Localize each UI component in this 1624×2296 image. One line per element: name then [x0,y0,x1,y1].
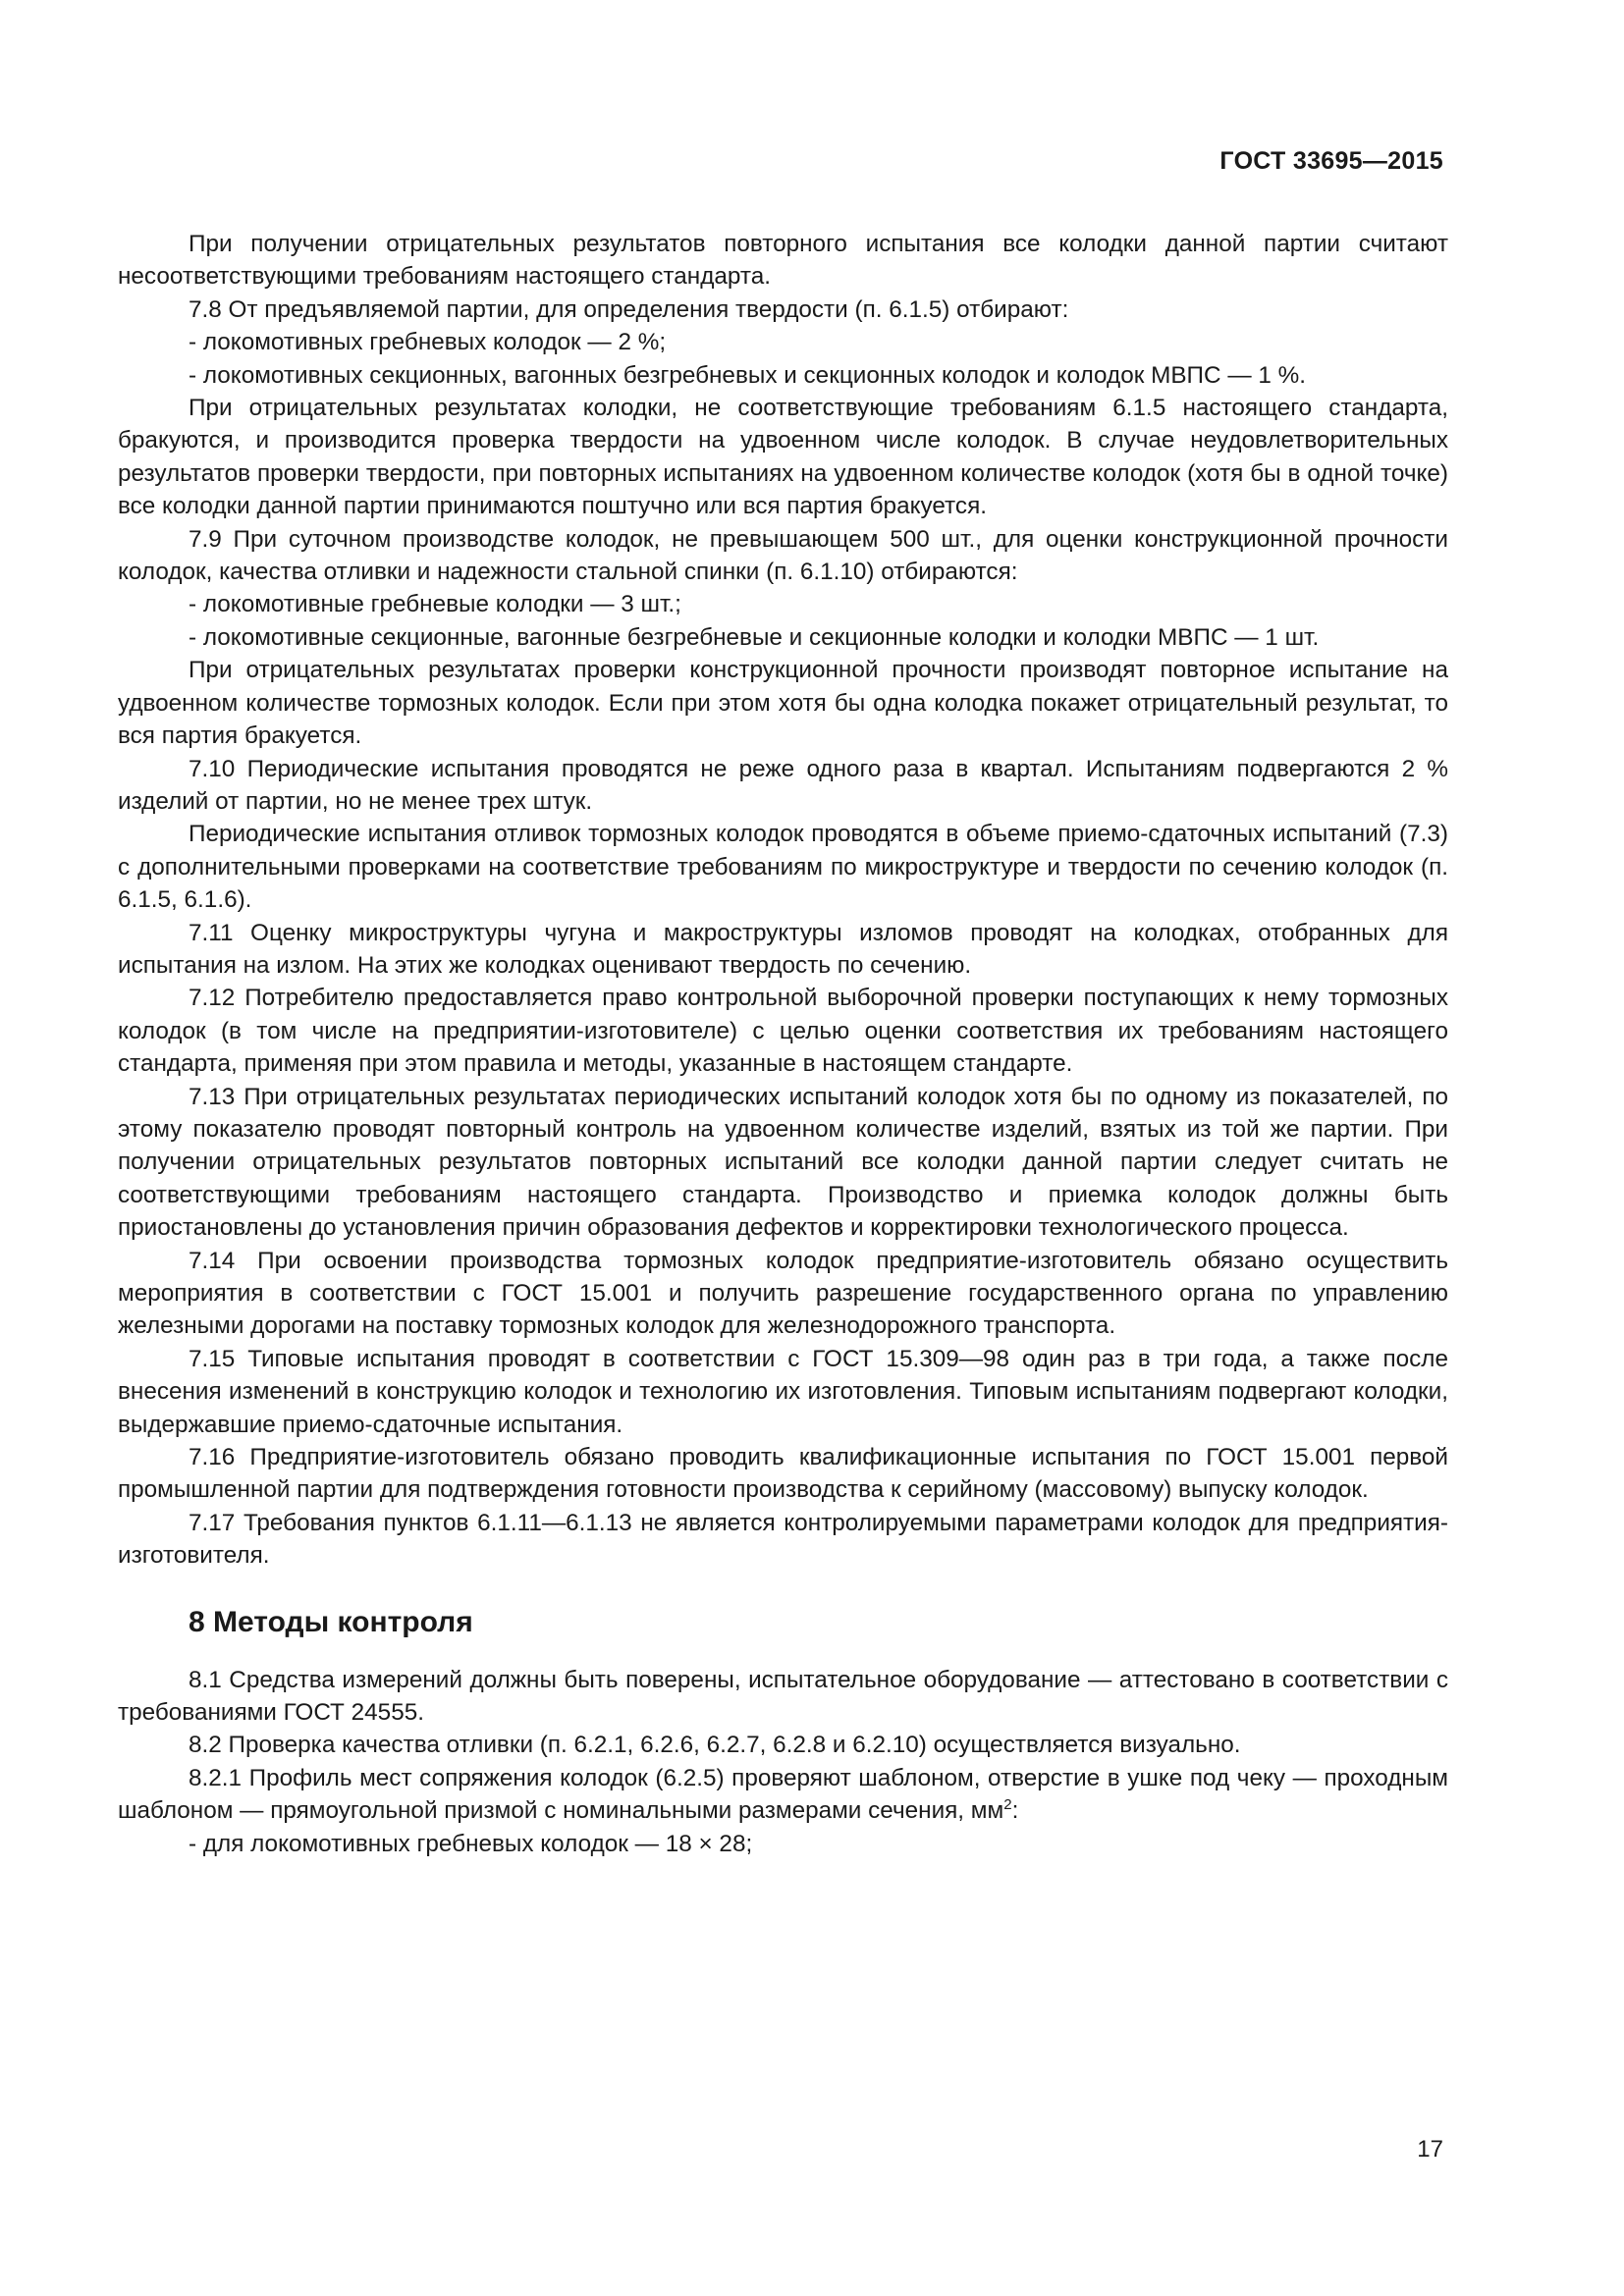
paragraph: 7.16 Предприятие-изготовитель обязано проводить квалификационные испытания по ГОСТ 15.001 первой промышленной партии для подтверждения готовности производства к серийному (массовому) выпуску колодок. [118,1444,1448,1504]
page-content [118,228,1448,1860]
section-heading: 8 Методы контроля [189,1605,473,1638]
paragraph: 8.1 Средства измерений должны быть поверены, испытательное оборудование — аттестовано в соответствии с требованиями ГОСТ 24555. [118,1666,1448,1727]
paragraph: 7.17 Требования пунктов 6.1.11—6.1.13 не является контролируемыми параметрами колодок для предприятия-изготовителя. [118,1509,1448,1570]
paragraph: Периодические испытания отливок тормозных колодок проводятся в объеме приемо-сдаточных испытаний (7.3) с дополнительными проверками на соответствие требованиям по микроструктуре и твердости по сечению колодок (п. 6.1.5, 6.1.6). [118,821,1448,914]
paragraph: При получении отрицательных результатов повторного испытания все колодки данной партии считают несоответствующими требованиям настоящего стандарта. [118,231,1448,291]
paragraph: 7.15 Типовые испытания проводят в соответствии с ГОСТ 15.309—98 один раз в три года, а также после внесения изменений в конструкцию колодок и технологию их изготовления. Типовым испытаниям подвергают колодки, выдержавшие приемо-сдаточные испытания. [118,1345,1448,1438]
paragraph: 7.13 При отрицательных результатах периодических испытаний колодок хотя бы по одному из показателей, по этому показателю проводят повторный контроль на удвоенном количестве изделий, взятых из той же партии. При получении отрицательных результатов повторных испытаний все колодки данной партии следует считать не соответствующими требованиям настоящего стандарта. Производство и приемка колодок должны быть приостановлены до установления причин образования дефектов и корректировки технологического процесса. [118,1083,1448,1242]
superscript: 2 [1003,1796,1012,1814]
paragraph: 7.9 При суточном производстве колодок, не превышающем 500 шт., для оценки конструкционной прочности колодок, качества отливки и надежности стальной спинки (п. 6.1.10) отбираются: [118,525,1448,586]
paragraph: 7.8 От предъявляемой партии, для определения твердости (п. 6.1.5) отбирают: [189,295,1069,323]
list-item: - локомотивных гребневых колодок — 2 %; [189,329,667,356]
paragraph [118,1762,1448,1828]
list-item: - локомотивных секционных, вагонных безгребневых и секционных колодок и колодок МВПС — 1 %. [189,361,1306,389]
paragraph: При отрицательных результатах колодки, не соответствующие требованиям 6.1.5 настоящего стандарта, бракуются, и производится проверка твердости на удвоенном числе колодок. В случае неудовлетворительных результатов проверки твердости, при повторных испытаниях на удвоенном количестве колодок (хотя бы в одной точке) все колодки данной партии принимаются поштучно или вся партия бракуется. [118,395,1448,520]
document-header: ГОСТ 33695—2015 [1219,147,1443,175]
list-item: - локомотивные гребневые колодки — 3 шт.; [189,591,681,618]
paragraph-end: : [1011,1797,1019,1825]
list-item: - локомотивные секционные, вагонные безгребневые и секционные колодки и колодки МВПС — 1 шт. [189,623,1320,651]
paragraph: При отрицательных результатах проверки конструкционной прочности производят повторное испытание на удвоенном количестве тормозных колодок. Если при этом хотя бы одна колодка покажет отрицательный результат, то вся партия бракуется. [118,657,1448,750]
paragraph: 7.11 Оценку микроструктуры чугуна и макроструктуры изломов проводят на колодках, отобранных для испытания на излом. На этих же колодках оценивают твердость по сечению. [118,919,1448,979]
paragraph: 7.10 Периодические испытания проводятся не реже одного раза в квартал. Испытаниям подвергаются 2 % изделий от партии, но не менее трех штук. [118,755,1448,815]
paragraph: 7.14 При освоении производства тормозных колодок предприятие-изготовитель обязано осуществить мероприятия в соответствии с ГОСТ 15.001 и получить разрешение государственного органа по управлению железными дорогами на поставку тормозных колодок для железнодорожного транспорта. [118,1247,1448,1340]
page-number: 17 [1417,2136,1443,2163]
paragraph: 7.12 Потребителю предоставляется право контрольной выборочной проверки поступающих к нему тормозных колодок (в том числе на предприятии-изготовителе) с целью оценки соответствия их требованиям настоящего стандарта, применяя при этом правила и методы, указанные в настоящем стандарте. [118,985,1448,1078]
list-item: - для локомотивных гребневых колодок — 18 × 28; [189,1830,753,1857]
paragraph-text: 8.2.1 Профиль мест сопряжения колодок (6.2.5) проверяют шаблоном, отверстие в ушке под чеку — проходным шаблоном — прямоугольной призмой с номинальными размерами сечения, мм [118,1764,1448,1825]
paragraph: 8.2 Проверка качества отливки (п. 6.2.1, 6.2.6, 6.2.7, 6.2.8 и 6.2.10) осуществляется визуально. [189,1732,1241,1759]
